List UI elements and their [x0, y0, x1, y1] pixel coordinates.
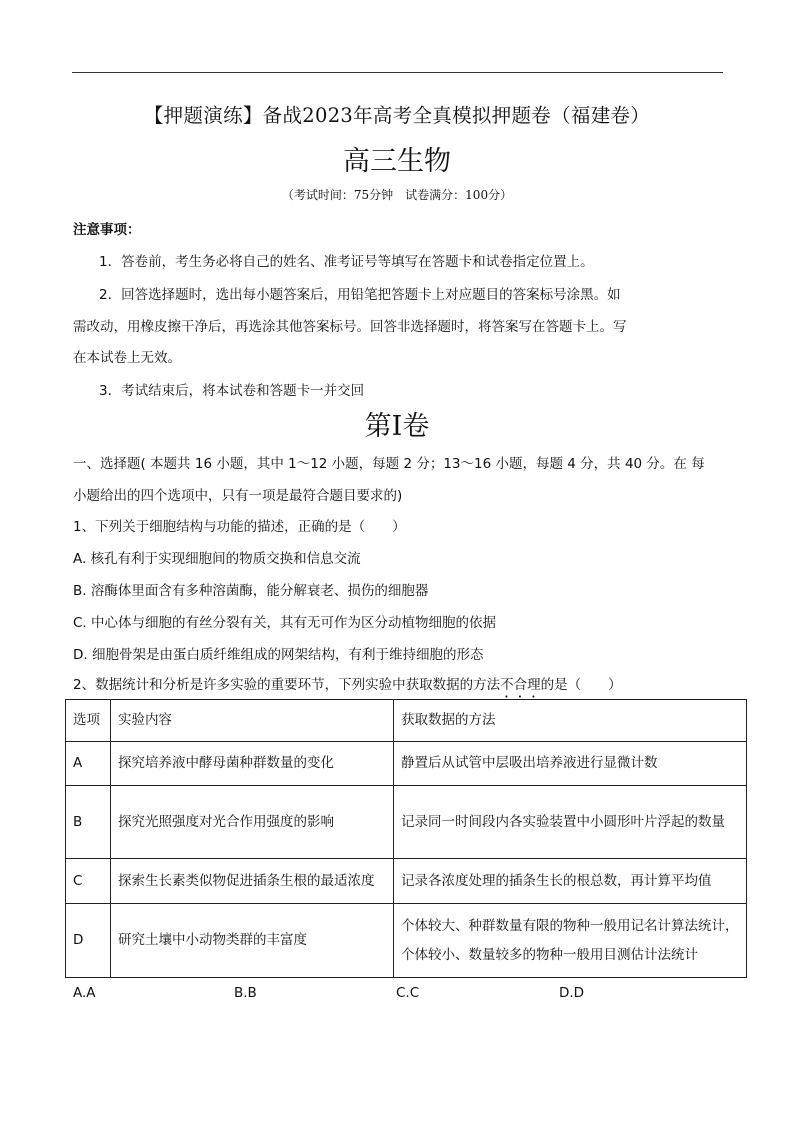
- table-cell: C: [66, 859, 111, 904]
- table-cell: 记录各浓度处理的插条生长的根总数，再计算平均值: [394, 859, 747, 904]
- question-2-choice-a: A.A: [73, 985, 96, 1001]
- question-2-stem-end: 的是（ ）: [540, 677, 622, 693]
- question-1-option-a: A. 核孔有利于实现细胞间的物质交换和信息交流: [73, 551, 361, 567]
- notice-item-2-line-3: 在本试卷上无效。: [73, 350, 181, 366]
- table-cell: 探究光照强度对光合作用强度的影响: [111, 786, 394, 859]
- section-1-intro-line-1: 一、选择题( 本题共 16 小题，其中 1～12 小题，每题 2 分；13～16 小题，每题 4 分，共 40 分。在 每: [73, 456, 705, 472]
- question-2-choice-d: D.D: [559, 985, 585, 1001]
- table-row: [66, 904, 747, 978]
- question-2-choice-b: B.B: [234, 985, 257, 1001]
- table-header-cell: 选项: [66, 700, 111, 742]
- main-title: 【押题演练】备战2023年高考全真模拟押题卷（福建卷）: [143, 104, 651, 127]
- question-1-stem: 1、下列关于细胞结构与功能的描述，正确的是（ ）: [73, 519, 406, 535]
- table-cell: 研究土壤中小动物类群的丰富度: [111, 904, 394, 978]
- volume-title: 第Ⅰ卷: [364, 411, 430, 442]
- notice-item-1: 1．答卷前，考生务必将自己的姓名、准考证号等填写在答题卡和试卷指定位置上。: [99, 254, 594, 270]
- table-cell: B: [66, 786, 111, 859]
- question-2-choice-c: C.C: [396, 985, 420, 1001]
- table-header-cell: 获取数据的方法: [394, 700, 747, 742]
- table-cell: D: [66, 904, 111, 978]
- notice-item-2-line-1: 2．回答选择题时，选出每小题答案后，用铅笔把答题卡上对应题目的答案标号涂黑。如: [99, 287, 621, 303]
- question-1-option-c: C. 中心体与细胞的有丝分裂有关，其有无可作为区分动植物细胞的依据: [73, 615, 497, 631]
- table-row: [66, 859, 747, 904]
- question-1-option-d: D. 细胞骨架是由蛋白质纤维组成的网架结构，有利于维持细胞的形态: [73, 647, 484, 663]
- table-cell: A: [66, 742, 111, 786]
- question-2-stem-emphasis: 不合理: [500, 677, 541, 693]
- table-header-cell: 实验内容: [111, 700, 394, 742]
- table-row: [66, 742, 747, 786]
- question-2-table: [65, 699, 747, 978]
- question-2-stem: [73, 673, 622, 701]
- table-cell: 探索生长素类似物促进插条生根的最适浓度: [111, 859, 394, 904]
- table-cell: 静置后从试管中层吸出培养液进行显微计数: [394, 742, 747, 786]
- exam-info: （考试时间：75分钟 试卷满分：100分）: [281, 188, 513, 202]
- table-cell: 个体较大、种群数量有限的物种一般用记名计算法统计，个体较小、数量较多的物种一般用目测估计法统计: [394, 904, 747, 978]
- table-header-row: [66, 700, 747, 742]
- notice-item-3: 3．考试结束后，将本试卷和答题卡一并交回: [99, 383, 365, 399]
- notice-item-2-line-2: 需改动，用橡皮擦干净后，再选涂其他答案标号。回答非选择题时，将答案写在答题卡上。写: [73, 319, 627, 335]
- question-2-stem-start: 2、数据统计和分析是许多实验的重要环节，下列实验中获取数据的方法: [73, 677, 501, 693]
- header-rule: [72, 72, 723, 73]
- question-1-option-b: B. 溶酶体里面含有多种溶菌酶，能分解衰老、损伤的细胞器: [73, 583, 429, 599]
- table-row: [66, 786, 747, 859]
- table-cell: 探究培养液中酵母菌种群数量的变化: [111, 742, 394, 786]
- table-cell: 记录同一时间段内各实验装置中小圆形叶片浮起的数量: [394, 786, 747, 859]
- notice-heading: 注意事项：: [73, 222, 141, 238]
- section-1-intro-line-2: 小题给出的四个选项中，只有一项是最符合题目要求的): [73, 488, 403, 504]
- subject-title: 高三生物: [343, 146, 451, 177]
